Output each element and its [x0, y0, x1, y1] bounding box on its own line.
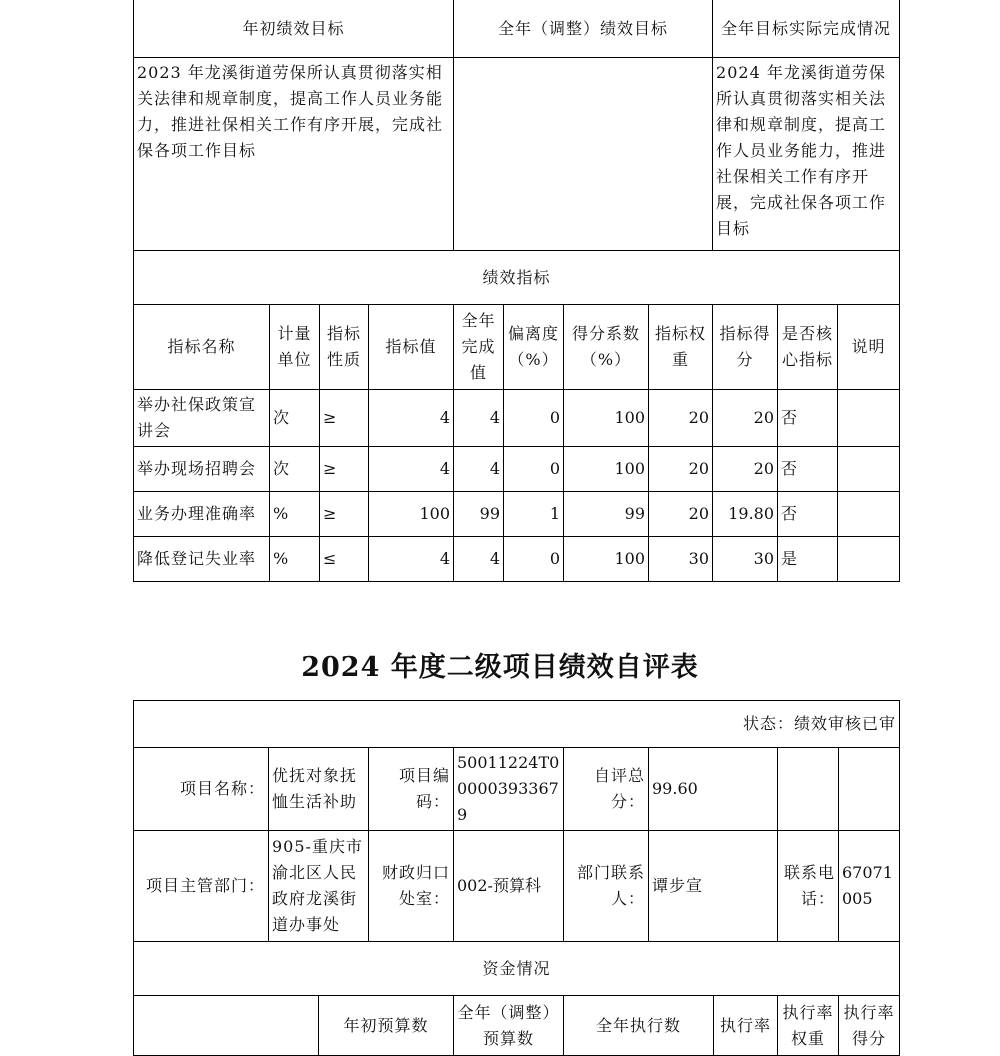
indicator-actual: 4	[454, 390, 504, 447]
funds-col-executed: 全年执行数	[564, 996, 714, 1056]
indicator-deviation: 0	[504, 447, 564, 492]
self-score-label: 自评总分：	[564, 748, 649, 831]
indicator-note	[838, 447, 900, 492]
status-label: 状态：绩效审核已审	[134, 701, 900, 748]
indicator-deviation: 1	[504, 492, 564, 537]
header-initial-goal: 年初绩效目标	[134, 0, 454, 58]
funds-section-title: 资金情况	[134, 942, 900, 996]
indicator-name: 举办社保政策宣讲会	[134, 390, 270, 447]
indicator-score: 20	[713, 447, 778, 492]
indicator-target: 4	[369, 390, 454, 447]
header-actual-completion: 全年目标实际完成情况	[713, 0, 900, 58]
actual-completion-text: 2024 年龙溪街道劳保所认真贯彻落实相关法律和规章制度，提高工作人员业务能力，推进社保相关工作有序开展，完成社保各项工作目标	[713, 58, 900, 251]
indicator-coefficient: 100	[564, 447, 649, 492]
indicator-unit: %	[270, 537, 320, 582]
indicator-nature: ≥	[320, 447, 369, 492]
indicator-note	[838, 492, 900, 537]
project-name-label: 项目名称：	[134, 748, 269, 831]
col-score: 指标得分	[713, 305, 778, 390]
indicator-target: 4	[369, 447, 454, 492]
col-weight: 指标权重	[649, 305, 713, 390]
indicator-unit: 次	[270, 390, 320, 447]
col-indicator-name: 指标名称	[134, 305, 270, 390]
indicator-nature: ≥	[320, 492, 369, 537]
col-deviation: 偏离度（%）	[504, 305, 564, 390]
empty-cell	[778, 748, 839, 831]
col-core: 是否核心指标	[778, 305, 838, 390]
indicator-core: 否	[778, 447, 838, 492]
indicator-actual: 99	[454, 492, 504, 537]
project-table	[133, 700, 900, 1056]
col-nature: 指标性质	[320, 305, 369, 390]
table-row	[134, 492, 900, 537]
indicator-weight: 20	[649, 390, 713, 447]
col-coefficient: 得分系数（%）	[564, 305, 649, 390]
phone-label: 联系电话：	[778, 831, 839, 942]
col-note: 说明	[838, 305, 900, 390]
project-name-value: 优抚对象抚恤生活补助	[269, 748, 369, 831]
funds-col-adjusted-budget: 全年（调整）预算数	[454, 996, 564, 1056]
indicators-section-title: 绩效指标	[134, 251, 900, 305]
indicator-actual: 4	[454, 447, 504, 492]
table-row	[134, 537, 900, 582]
indicator-target: 100	[369, 492, 454, 537]
finance-office-label: 财政归口处室：	[369, 831, 454, 942]
indicator-name: 业务办理准确率	[134, 492, 270, 537]
indicator-unit: 次	[270, 447, 320, 492]
header-adjusted-goal: 全年（调整）绩效目标	[454, 0, 713, 58]
funds-col-rate-score: 执行率得分	[839, 996, 900, 1056]
indicator-score: 30	[713, 537, 778, 582]
indicator-nature: ≥	[320, 390, 369, 447]
funds-col-execution-rate: 执行率	[714, 996, 778, 1056]
finance-office-value: 002-预算科	[454, 831, 564, 942]
indicator-coefficient: 99	[564, 492, 649, 537]
indicator-note	[838, 390, 900, 447]
funds-col-rate-weight: 执行率权重	[778, 996, 839, 1056]
indicator-name: 降低登记失业率	[134, 537, 270, 582]
indicator-coefficient: 100	[564, 537, 649, 582]
indicator-target: 4	[369, 537, 454, 582]
initial-goal-text: 2023 年龙溪街道劳保所认真贯彻落实相关法律和规章制度，提高工作人员业务能力，推进社保相关工作有序开展，完成社保各项工作目标	[134, 58, 454, 251]
indicator-weight: 20	[649, 492, 713, 537]
project-code-value: 50011224T000003933679	[454, 748, 564, 831]
indicator-core: 是	[778, 537, 838, 582]
table-row	[134, 390, 900, 447]
col-actual: 全年完成值	[454, 305, 504, 390]
dept-label: 项目主管部门：	[134, 831, 269, 942]
self-score-value: 99.60	[649, 748, 778, 831]
funds-col-initial-budget: 年初预算数	[319, 996, 454, 1056]
indicator-actual: 4	[454, 537, 504, 582]
contact-value: 谭步宣	[649, 831, 778, 942]
col-target: 指标值	[369, 305, 454, 390]
adjusted-goal-text	[454, 58, 713, 251]
indicator-note	[838, 537, 900, 582]
page-title: 2024 年度二级项目绩效自评表	[301, 652, 699, 683]
table-row	[134, 447, 900, 492]
indicator-deviation: 0	[504, 537, 564, 582]
indicator-deviation: 0	[504, 390, 564, 447]
indicator-core: 否	[778, 390, 838, 447]
funds-col-blank	[134, 996, 319, 1056]
indicator-weight: 20	[649, 447, 713, 492]
indicator-coefficient: 100	[564, 390, 649, 447]
indicator-core: 否	[778, 492, 838, 537]
phone-value: 67071005	[839, 831, 900, 942]
indicator-weight: 30	[649, 537, 713, 582]
dept-value: 905-重庆市渝北区人民政府龙溪街道办事处	[269, 831, 369, 942]
contact-label: 部门联系人：	[564, 831, 649, 942]
empty-cell	[839, 748, 900, 831]
indicator-name: 举办现场招聘会	[134, 447, 270, 492]
indicator-unit: %	[270, 492, 320, 537]
performance-table	[133, 0, 900, 582]
col-unit: 计量单位	[270, 305, 320, 390]
project-code-label: 项目编码：	[369, 748, 454, 831]
indicator-score: 19.80	[713, 492, 778, 537]
indicator-nature: ≤	[320, 537, 369, 582]
indicator-score: 20	[713, 390, 778, 447]
